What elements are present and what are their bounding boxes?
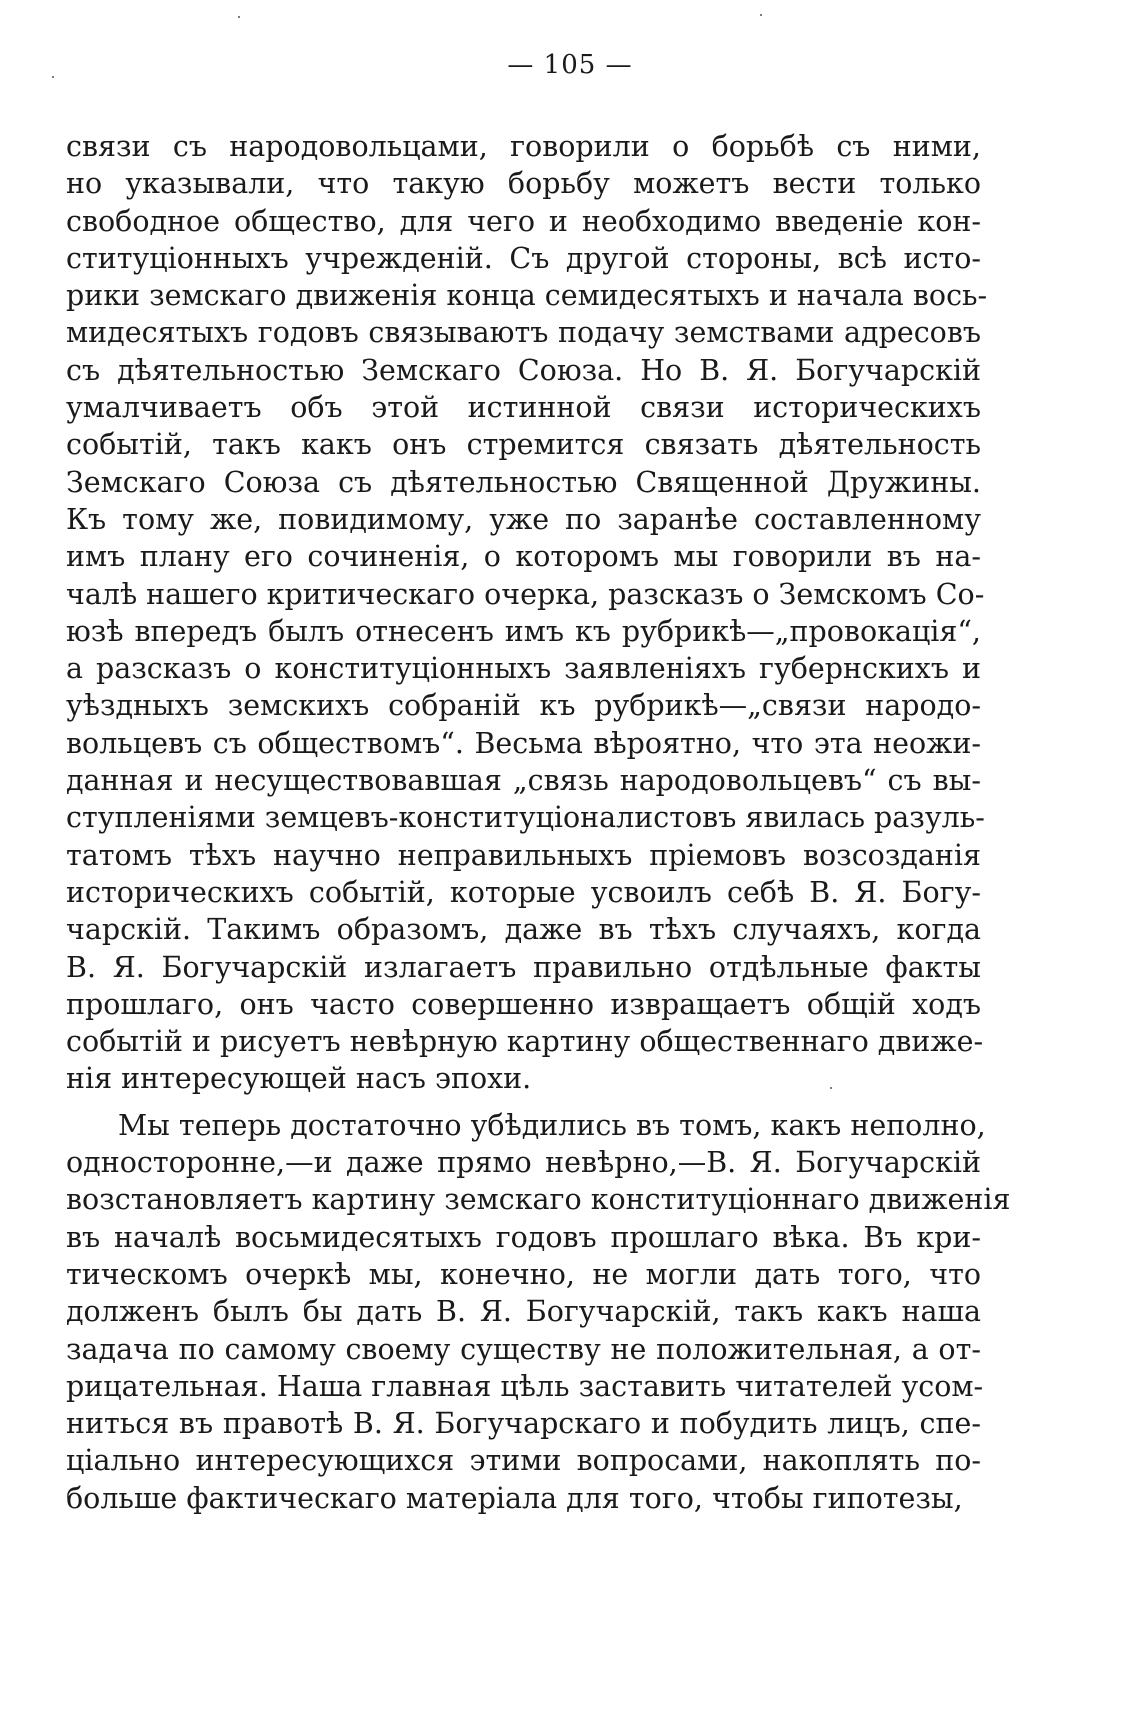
text-line: ціально интересующихся этими вопросами, накоплять по- [66, 1444, 981, 1478]
text-line: мидесятыхъ годовъ связываютъ подачу земствами адресовъ [66, 316, 981, 350]
text-line: событій и рисуетъ невѣрную картину общественнаго движе- [66, 1025, 984, 1059]
scan-speck [830, 1087, 832, 1089]
text-line: тическомъ очеркѣ мы, конечно, не могли дать того, что [66, 1257, 981, 1291]
text-line: умалчиваетъ объ этой истинной связи историческихъ [66, 391, 981, 425]
page-number: — 105 — [507, 50, 633, 80]
text-line: В. Я. Богучарскій излагаетъ правильно отдѣльные факты [66, 950, 981, 984]
text-line: задача по самому своему существу не положительная, а от- [66, 1332, 981, 1366]
text-line: въ началѣ восьмидесятыхъ годовъ прошлаго вѣка. Въ кри- [66, 1220, 981, 1254]
text-line: ниться въ правотѣ В. Я. Богучарскаго и побудить лицъ, спе- [66, 1407, 981, 1441]
text-line: прошлаго, онъ часто совершенно извращаетъ общій ходъ [66, 987, 981, 1021]
text-line: уѣздныхъ земскихъ собраній къ рубрикѣ—„связи народо- [66, 689, 981, 723]
text-line: юзѣ впередъ былъ отнесенъ имъ къ рубрикѣ—„провокація“, [66, 614, 981, 648]
text-line: нія интересующей насъ эпохи. [66, 1062, 532, 1096]
text-line: Земскаго Союза съ дѣятельностью Священной Дружины. [66, 465, 981, 499]
text-line: рики земскаго движенія конца семидесятыхъ и начала вось- [66, 279, 988, 313]
scan-speck [238, 16, 240, 18]
text-line: съ дѣятельностью Земскаго Союза. Но В. Я. Богучарскій [66, 353, 981, 387]
text-line: односторонне,—и даже прямо невѣрно,—В. Я. Богучарскій [66, 1146, 981, 1180]
text-line: данная и несуществовавшая „связь народовольцевъ“ съ вы- [66, 764, 981, 798]
scan-speck [52, 76, 54, 78]
text-line: связи съ народовольцами, говорили о борьбѣ съ ними, [66, 130, 981, 163]
paragraph-2 [66, 1107, 1011, 1517]
text-line: ступленіями земцевъ-конституціоналистовъ явилась разуль- [66, 801, 985, 835]
paragraph-1 [66, 128, 988, 1098]
text-line: чарскій. Такимъ образомъ, даже въ тѣхъ случаяхъ, когда [66, 913, 981, 947]
scan-speck [760, 14, 762, 16]
text-line: историческихъ событій, которые усвоилъ себѣ В. Я. Богу- [66, 875, 981, 909]
text-line: имъ плану его сочиненія, о которомъ мы говорили въ на- [66, 540, 981, 574]
text-line: чалѣ нашего критическаго очерка, разсказъ о Земскомъ Со- [66, 577, 985, 611]
text-line: а разсказъ о конституціонныхъ заявленіяхъ губернскихъ и [66, 652, 981, 686]
text-line: но указывали, что такую борьбу можетъ вести только [66, 167, 981, 201]
text-line: долженъ былъ бы дать В. Я. Богучарскій, такъ какъ наша [66, 1295, 981, 1329]
text-line: свободное общество, для чего и необходимо введеніе кон- [66, 204, 981, 238]
text-line: рицательная. Наша главная цѣль заставить читателей усом- [66, 1369, 984, 1403]
text-line: ституціонныхъ учрежденій. Съ другой стороны, всѣ исто- [66, 241, 981, 275]
text-line: больше фактическаго матеріала для того, чтобы гипотезы, [66, 1481, 963, 1515]
text-line: событій, такъ какъ онъ стремится связать дѣятельность [66, 428, 981, 462]
paragraph-gap [66, 1098, 981, 1107]
text-line: Мы теперь достаточно убѣдились въ томъ, какъ неполно, [118, 1108, 986, 1142]
text-line: возстановляетъ картину земскаго конституціоннаго движенія [66, 1183, 1011, 1217]
text-line: татомъ тѣхъ научно неправильныхъ пріемовъ возсозданія [66, 838, 981, 872]
text-line: Къ тому же, повидимому, уже по заранѣе составленному [66, 502, 981, 536]
body-text [66, 128, 1011, 1517]
text-line: вольцевъ съ обществомъ“. Весьма вѣроятно, что эта неожи- [66, 726, 981, 760]
